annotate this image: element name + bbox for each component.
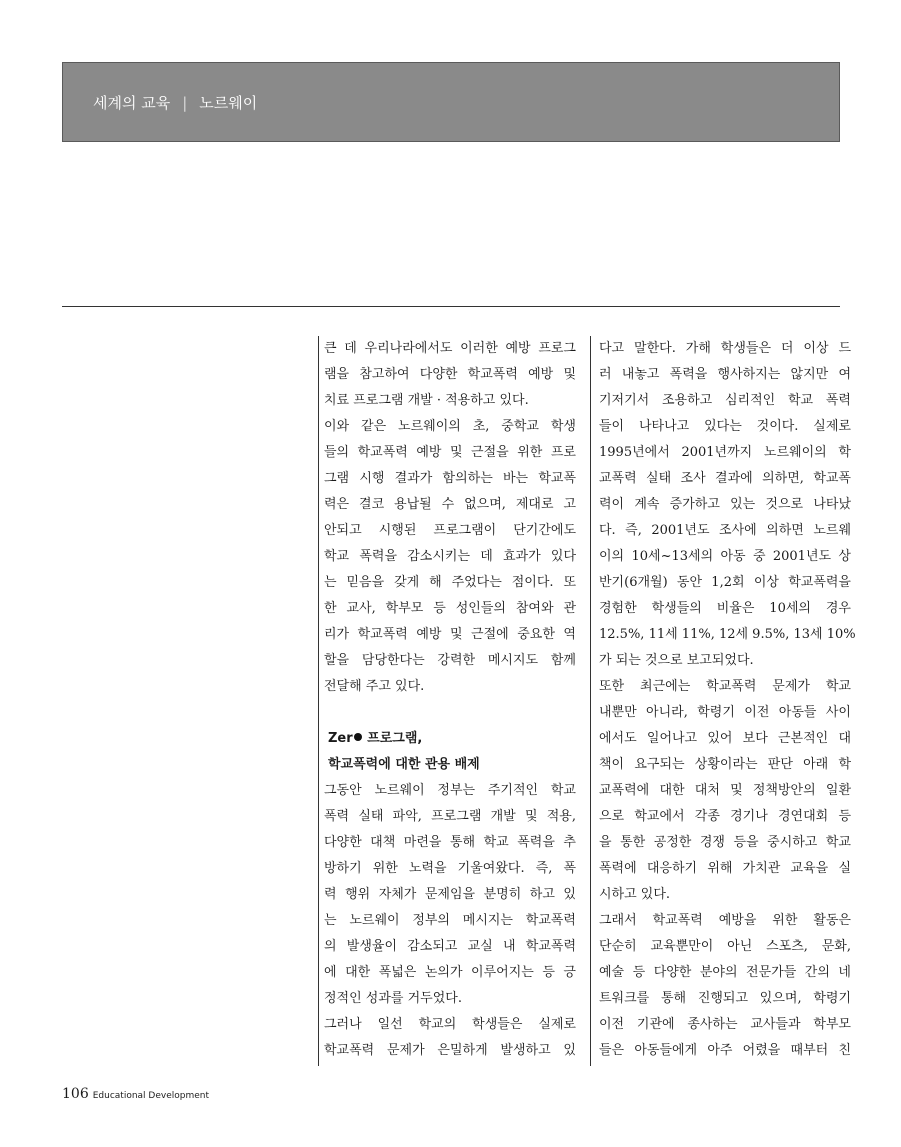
left-paragraph-2 xyxy=(324,414,576,700)
text-line: 다양한 대책 마련을 통해 학교 폭력을 추 xyxy=(324,835,576,850)
text-line: 기저기서 조용하고 심리적인 학교 폭력 xyxy=(599,393,851,408)
text-line: 한 교사, 학부모 등 성인들의 참여와 관 xyxy=(324,601,576,616)
text-line: 정적인 성과를 거두었다. xyxy=(324,991,462,1006)
text-line: 에서도 일어나고 있어 보다 근본적인 대 xyxy=(599,731,851,746)
text-line: 력이 계속 증가하고 있는 것으로 나타났 xyxy=(599,497,851,512)
text-line: 교폭력에 대한 대처 및 정책방안의 일환 xyxy=(599,783,851,798)
section-header-band xyxy=(62,62,840,142)
text-line: 력은 결코 용납될 수 없으며, 제대로 고 xyxy=(324,497,576,512)
right-paragraph-3 xyxy=(599,908,851,1064)
text-line: 시하고 있다. xyxy=(599,887,671,902)
text-line: 에 대한 폭넓은 논의가 이루어지는 등 긍 xyxy=(324,965,576,980)
text-line: 전달해 주고 있다. xyxy=(324,679,425,694)
heading-line-2: 학교폭력에 대한 관용 배제 xyxy=(328,757,480,772)
text-line: 학교폭력 문제가 은밀하게 발생하고 있 xyxy=(324,1043,576,1058)
right-paragraph-2 xyxy=(599,674,851,908)
text-line: 경험한 학생들의 비율은 10세의 경우 xyxy=(599,601,851,616)
text-line: 력 행위 자체가 문제임을 분명히 하고 있 xyxy=(324,887,576,902)
text-line: 이의 10세~13세의 아동 중 2001년도 상 xyxy=(599,549,851,564)
heading-text-part2: 프로그램, xyxy=(362,731,423,746)
horizontal-rule xyxy=(62,306,840,307)
text-line: 트워크를 통해 진행되고 있으며, 학령기 xyxy=(599,991,851,1006)
text-line: 을 통한 공정한 경쟁 등을 중시하고 학교 xyxy=(599,835,851,850)
text-line: 폭력에 대응하기 위해 가치관 교육을 실 xyxy=(599,861,851,876)
text-line: 12.5%, 11세 11%, 12세 9.5%, 13세 10% xyxy=(599,627,856,642)
paragraph-gap xyxy=(324,700,576,726)
header-separator: | xyxy=(182,94,188,112)
left-paragraph-1 xyxy=(324,336,576,414)
left-column xyxy=(318,336,576,1066)
text-line: 안되고 시행된 프로그램이 단기간에도 xyxy=(324,523,576,538)
text-line: 내뿐만 아니라, 학령기 이전 아동들 사이 xyxy=(599,705,851,720)
text-line: 그래서 학교폭력 예방을 위한 활동은 xyxy=(599,913,851,928)
text-line: 치료 프로그램 개발 · 적용하고 있다. xyxy=(324,393,529,408)
text-line: 들이 나타나고 있다는 것이다. 실제로 xyxy=(599,419,851,434)
text-line: 리가 학교폭력 예방 및 근절에 중요한 역 xyxy=(324,627,576,642)
text-line: 으로 학교에서 각종 경기나 경연대회 등 xyxy=(599,809,851,824)
text-line: 들의 학교폭력 예방 및 근절을 위한 프로 xyxy=(324,445,576,460)
text-line: 방하기 위한 노력을 기울여왔다. 즉, 폭 xyxy=(324,861,576,876)
text-line: 단순히 교육뿐만이 아닌 스포츠, 문화, xyxy=(599,939,851,954)
text-line: 할을 담당한다는 강력한 메시지도 함께 xyxy=(324,653,576,668)
text-line: 다고 말한다. 가해 학생들은 더 이상 드 xyxy=(599,341,851,356)
bullet-dot-icon xyxy=(354,733,362,741)
page-footer xyxy=(62,1083,209,1102)
text-line: 그램 시행 결과가 함의하는 바는 학교폭 xyxy=(324,471,576,486)
page-number: 106 xyxy=(62,1086,89,1102)
text-line: 러 내놓고 폭력을 행사하지는 않지만 여 xyxy=(599,367,851,382)
text-line: 이와 같은 노르웨이의 초, 중학교 학생 xyxy=(324,419,576,434)
text-line: 책이 요구되는 상황이라는 판단 아래 학 xyxy=(599,757,851,772)
subsection-heading xyxy=(324,726,576,778)
text-line: 이전 기관에 종사하는 교사들과 학부모 xyxy=(599,1017,851,1032)
text-line: 는 노르웨이 정부의 메시지는 학교폭력 xyxy=(324,913,576,928)
right-paragraph-1 xyxy=(599,336,856,674)
text-line: 큰 데 우리나라에서도 이러한 예방 프로그 xyxy=(324,341,576,356)
text-line: 는 믿음을 갖게 해 주었다는 점이다. 또 xyxy=(324,575,576,590)
text-line: 예술 등 다양한 분야의 전문가들 간의 네 xyxy=(599,965,851,980)
text-line: 교폭력 실태 조사 결과에 의하면, 학교폭 xyxy=(599,471,851,486)
heading-text-part1: Zer xyxy=(328,731,353,746)
text-line: 1995년에서 2001년까지 노르웨이의 학 xyxy=(599,445,851,460)
text-line: 램을 참고하여 다양한 학교폭력 예방 및 xyxy=(324,367,576,382)
text-line: 학교 폭력을 감소시키는 데 효과가 있다 xyxy=(324,549,576,564)
right-column xyxy=(590,336,856,1066)
text-line: 또한 최근에는 학교폭력 문제가 학교 xyxy=(599,679,851,694)
text-line: 반기(6개월) 동안 1,2회 이상 학교폭력을 xyxy=(599,575,851,590)
text-line: 그동안 노르웨이 정부는 주기적인 학교 xyxy=(324,783,576,798)
heading-line-1 xyxy=(324,726,576,752)
text-line: 폭력 실태 파악, 프로그램 개발 및 적용, xyxy=(324,809,576,824)
text-line: 그러나 일선 학교의 학생들은 실제로 xyxy=(324,1017,576,1032)
section-name: 세계의 교육 xyxy=(93,94,171,112)
publication-title: Educational Development xyxy=(92,1091,210,1101)
text-line: 가 되는 것으로 보고되었다. xyxy=(599,653,754,668)
text-line: 의 발생율이 감소되고 교실 내 학교폭력 xyxy=(324,939,576,954)
left-paragraph-4 xyxy=(324,1012,576,1064)
text-line: 다. 즉, 2001년도 조사에 의하면 노르웨 xyxy=(599,523,851,538)
country-name: 노르웨이 xyxy=(199,94,258,112)
left-paragraph-3 xyxy=(324,778,576,1012)
text-line: 들은 아동들에게 아주 어렸을 때부터 친 xyxy=(599,1043,851,1058)
section-header-text xyxy=(93,92,257,113)
